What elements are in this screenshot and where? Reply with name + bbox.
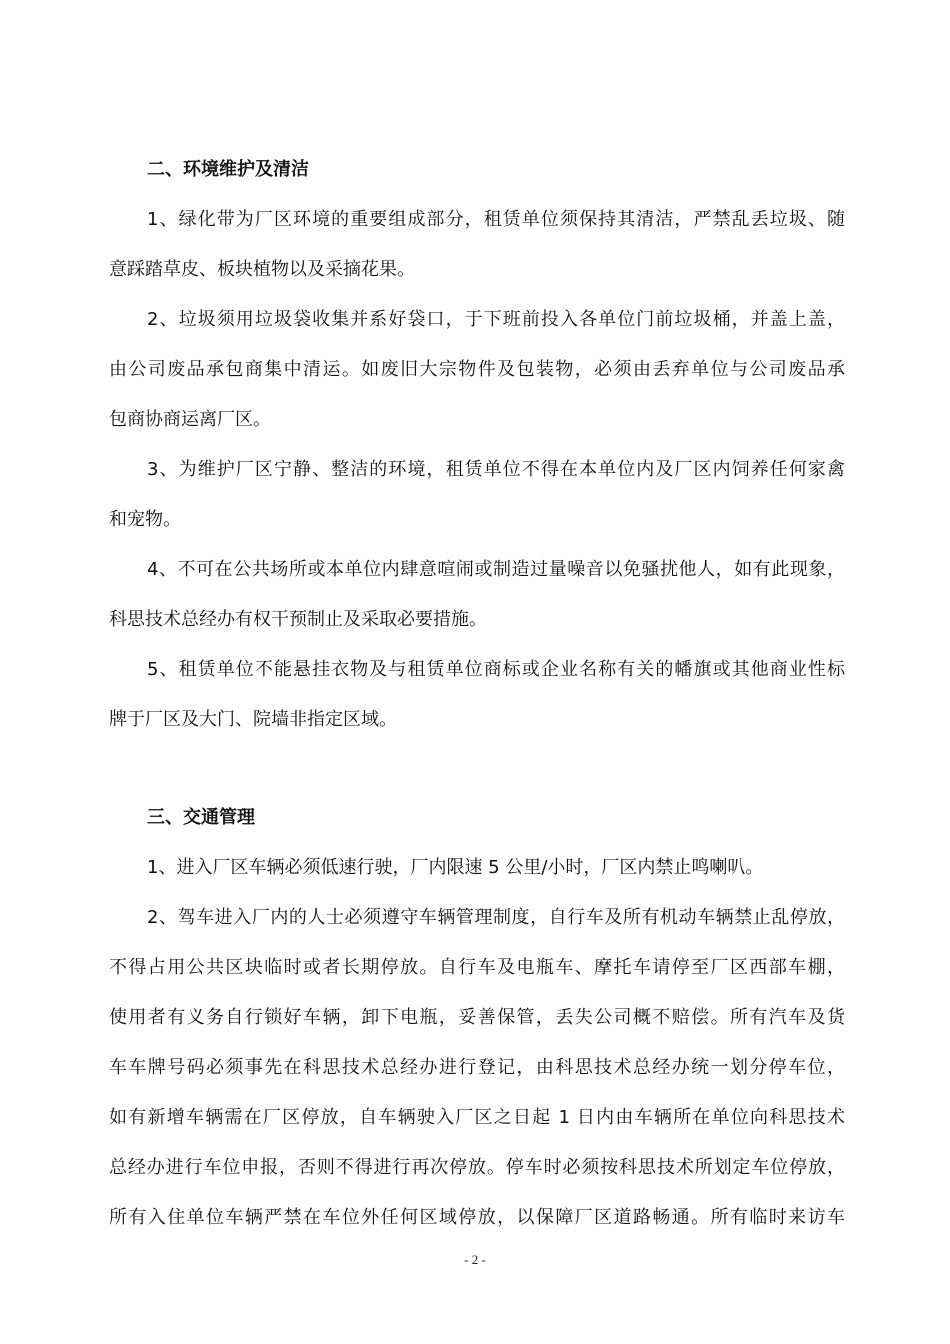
paragraph-line: 车车牌号码必须事先在科思技术总经办进行登记，由科思技术总经办统一划分停车位， [109, 1057, 845, 1078]
paragraph-line: 意踩踏草皮、板块植物以及采摘花果。 [109, 259, 415, 280]
paragraph-line: 使用者有义务自行锁好车辆，卸下电瓶，妥善保管，丢失公司概不赔偿。所有汽车及货 [109, 1007, 845, 1028]
section-heading-environment: 二、环境维护及清洁 [147, 159, 309, 180]
paragraph-line: 1、进入厂区车辆必须低速行驶，厂内限速 5 公里/小时，厂区内禁止鸣喇叭。 [147, 857, 764, 878]
paragraph-line: 不得占用公共区块临时或者长期停放。自行车及电瓶车、摩托车请停至厂区西部车棚， [109, 957, 845, 978]
section-heading-traffic: 三、交通管理 [147, 807, 255, 828]
page-number: - 2 - [464, 1252, 486, 1267]
paragraph-line: 5、租赁单位不能悬挂衣物及与租赁单位商标或企业名称有关的幡旗或其他商业性标 [147, 659, 845, 680]
paragraph-line: 科思技术总经办有权干预制止及采取必要措施。 [109, 609, 487, 630]
paragraph-line: 4、不可在公共场所或本单位内肆意喧闹或制造过量噪音以免骚扰他人，如有此现象， [147, 559, 845, 580]
paragraph-line: 由公司废品承包商集中清运。如废旧大宗物件及包装物，必须由丢弃单位与公司废品承 [109, 359, 845, 380]
paragraph-line: 2、驾车进入厂内的人士必须遵守车辆管理制度，自行车及所有机动车辆禁止乱停放， [147, 907, 845, 928]
paragraph-line: 所有入住单位车辆严禁在车位外任何区域停放，以保障厂区道路畅通。所有临时来访车 [109, 1207, 845, 1228]
paragraph-line: 1、绿化带为厂区环境的重要组成部分，租赁单位须保持其清洁，严禁乱丢垃圾、随 [147, 209, 845, 230]
paragraph-line: 和宠物。 [109, 509, 181, 530]
paragraph-line: 包商协商运离厂区。 [109, 409, 271, 430]
paragraph-line: 如有新增车辆需在厂区停放，自车辆驶入厂区之日起 1 日内由车辆所在单位向科思技术 [109, 1107, 845, 1128]
paragraph-line: 3、为维护厂区宁静、整洁的环境，租赁单位不得在本单位内及厂区内饲养任何家禽 [147, 459, 845, 480]
paragraph-line: 总经办进行车位申报，否则不得进行再次停放。停车时必须按科思技术所划定车位停放， [109, 1157, 845, 1178]
paragraph-line: 牌于厂区及大门、院墙非指定区域。 [109, 709, 397, 730]
paragraph-line: 2、垃圾须用垃圾袋收集并系好袋口，于下班前投入各单位门前垃圾桶，并盖上盖， [147, 309, 845, 330]
